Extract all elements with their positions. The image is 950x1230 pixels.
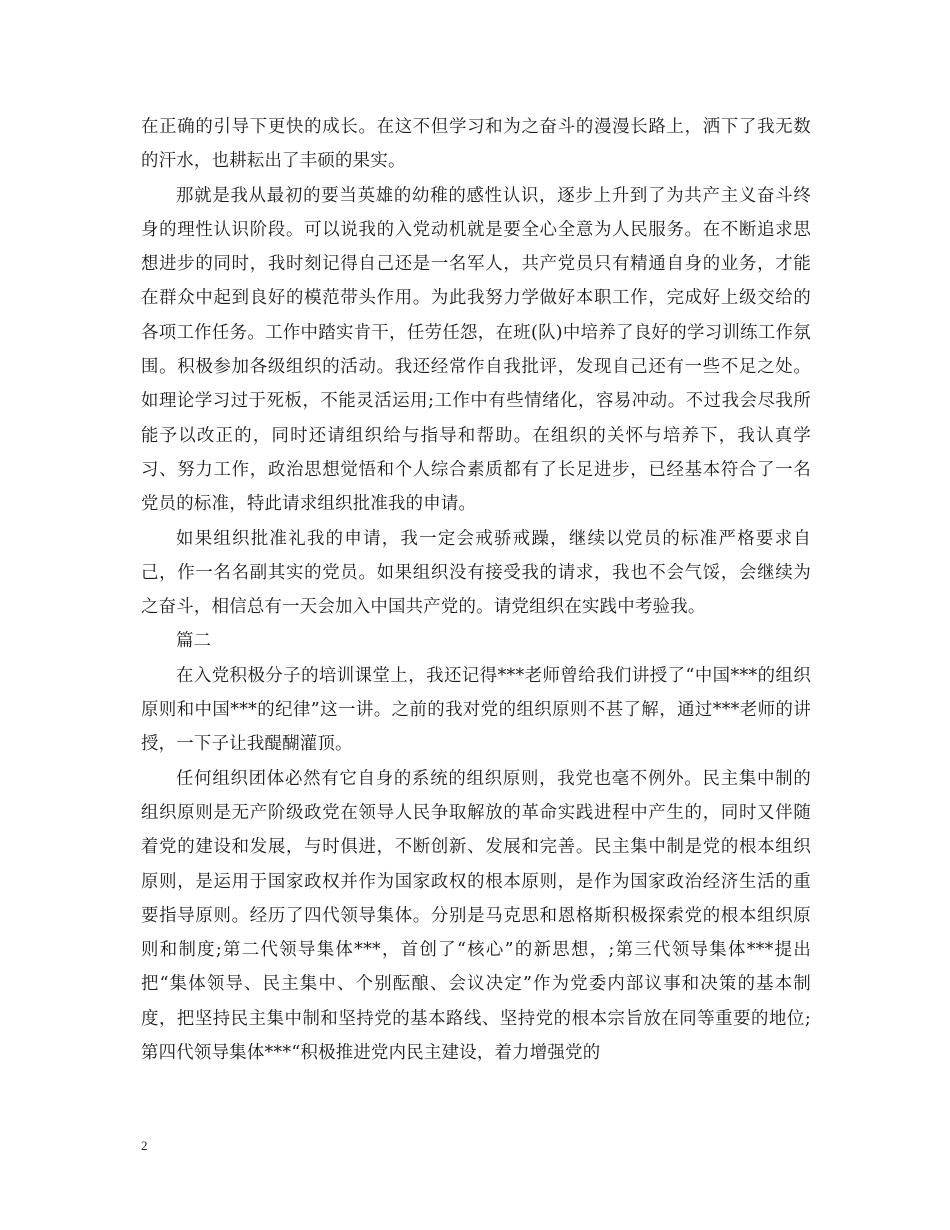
document-body — [141, 110, 811, 1070]
page-number: 2 — [141, 1138, 148, 1153]
paragraph-5: 任何组织团体必然有它自身的系统的组织原则，我党也毫不例外。民主集中制的组织原则是无产阶级政党在领导人民争取解放的革命实践进程中产生的，同时又伴随着党的建设和发展，与时俱进，不断创新、发展和完善。民主集中制是党的根本组织原则，是运用于国家政权并作为国家政权的根本原则，是作为国家政治经济生活的重要指导原则。经历了四代领导集体。分别是马克思和恩格斯积极探索党的根本组织原则和制度;第二代领导集体***，首创了“核心”的新思想，;第三代领导集体***提出把“集体领导、民主集中、个别酝酿、会议决定”作为党委内部议事和决策的基本制度，把坚持民主集中制和坚持党的基本路线、坚持党的根本宗旨放在同等重要的地位;第四代领导集体***“积极推进党内民主建设，着力增强党的 — [141, 768, 811, 1064]
paragraph-1: 在正确的引导下更快的成长。在这不但学习和为之奋斗的漫漫长路上，洒下了我无数的汗水，也耕耘出了丰硕的果实。 — [141, 117, 811, 172]
paragraph-2: 那就是我从最初的要当英雄的幼稚的感性认识，逐步上升到了为共产主义奋斗终身的理性认识阶段。可以说我的入党动机就是要全心全意为人民服务。在不断追求思想进步的同时，我时刻记得自己还是一名军人，共产党员只有精通自身的业务，才能在群众中起到良好的模范带头作用。为此我努力学做好本职工作，完成好上级交给的各项工作任务。工作中踏实肯干，任劳任怨，在班(队)中培养了良好的学习训练工作氛围。积极参加各级组织的活动。我还经常作自我批评，发现自己还有一些不足之处。如理论学习过于死板，不能灵活运用;工作中有些情绪化，容易冲动。不过我会尽我所能予以改正的，同时还请组织给与指导和帮助。在组织的关怀与培养下，我认真学习、努力工作，政治思想觉悟和个人综合素质都有了长足进步，已经基本符合了一名党员的标准，特此请求组织批准我的申请。 — [141, 185, 811, 515]
paragraph-3: 如果组织批准礼我的申请，我一定会戒骄戒躁，继续以党员的标准严格要求自己，作一名名副其实的党员。如果组织没有接受我的请求，我也不会气馁，会继续为之奋斗，相信总有一天会加入中国共产党的。请党组织在实践中考验我。 — [141, 528, 811, 618]
paragraph-4: 在入党积极分子的培训课堂上，我还记得***老师曾给我们讲授了“中国***的组织原则和中国***的纪律”这一讲。之前的我对党的组织原则不甚了解，通过***老师的讲授，一下子让我醍醐灌顶。 — [141, 665, 811, 755]
section-heading: 篇二 — [176, 631, 212, 652]
